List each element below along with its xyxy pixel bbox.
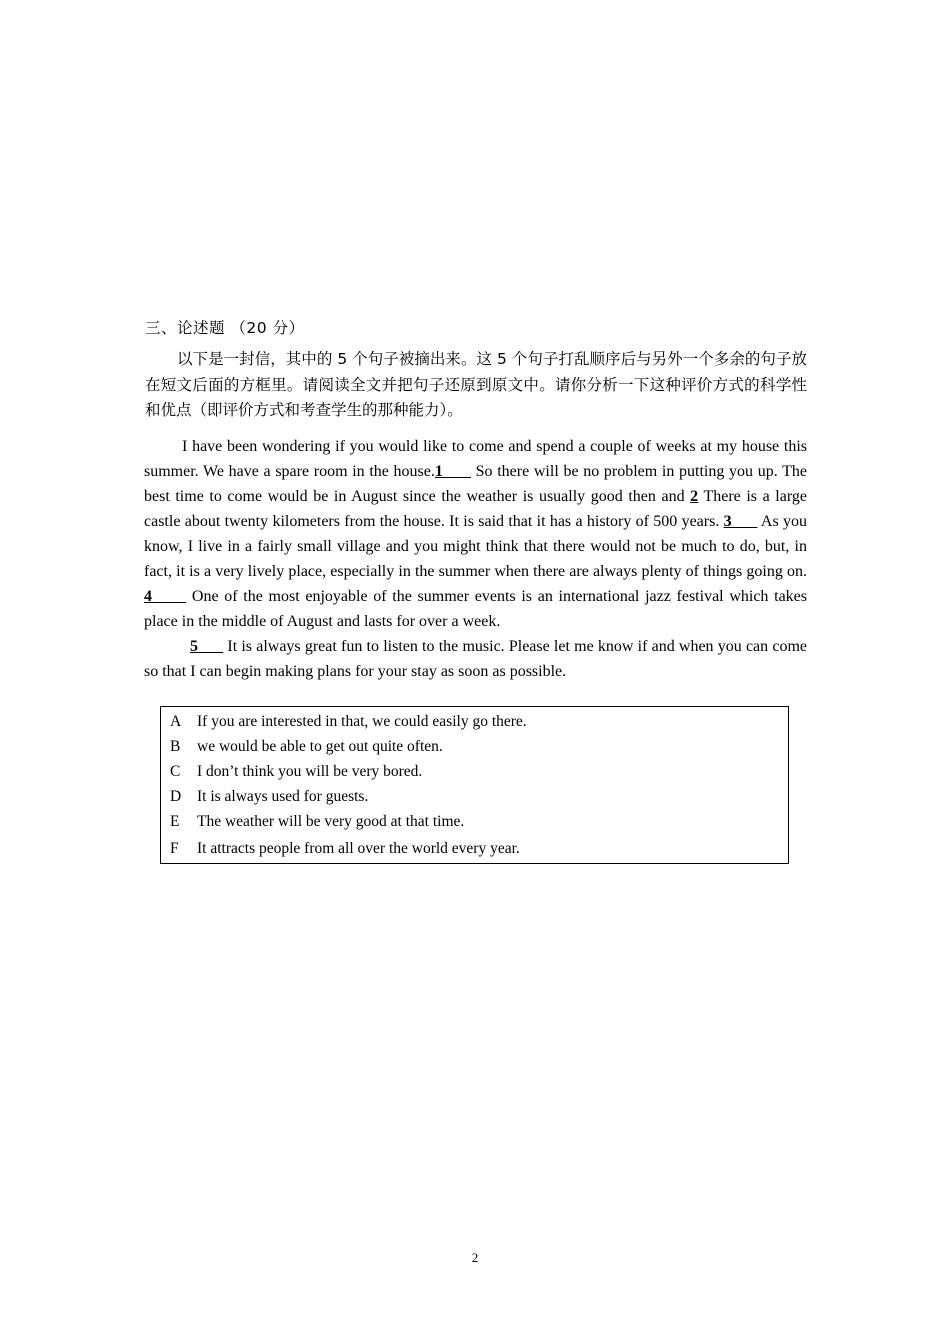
letter-text: So there will be no problem in putting you up. The best time to come would be in August since the weather is usually good then and — [144, 463, 807, 505]
letter-text: One of the most enjoyable of the summer events is an international jazz festival which takes place in the middle of August and lasts for over a week. — [144, 588, 808, 630]
letter-paragraph-2 — [144, 634, 807, 684]
letter-text: It is always great fun to listen to the music. Please let me know if and when you can come so that I can begin making plans for your stay as soon as possible. — [144, 638, 807, 680]
option-b — [170, 736, 788, 761]
option-letter: E — [170, 813, 180, 830]
letter-text: There is a large castle about twenty kilometers from the house. It is said that it has a history of 500 years. — [144, 488, 807, 530]
option-text: It is always used for guests. — [197, 788, 369, 805]
option-letter: A — [170, 713, 182, 730]
blank-1: 1 — [434, 463, 471, 480]
option-text: If you are interested in that, we could easily go there. — [197, 713, 527, 730]
option-e — [170, 811, 788, 836]
option-letter: C — [170, 763, 181, 780]
option-d — [170, 786, 788, 811]
option-text: I don’t think you will be very bored. — [197, 763, 423, 780]
option-text: we would be able to get out quite often. — [197, 738, 443, 755]
section-heading: 三、论述题 （20 分） — [145, 319, 305, 337]
letter-text: As you know, I live in a fairly small village and you might think that there would not be much to do, but, in fact, it is a very lively place, especially in the summer when there are always plenty of things going on. — [144, 513, 808, 580]
option-a — [170, 711, 788, 736]
blank-5: 5 — [190, 638, 224, 655]
letter-body — [144, 434, 807, 684]
page-number: 2 — [471, 1250, 479, 1265]
option-text: The weather will be very good at that time. — [197, 813, 465, 830]
blank-4: 4 — [144, 588, 187, 605]
blank-2: 2 — [690, 488, 699, 505]
option-c — [170, 761, 788, 786]
options-box — [160, 706, 789, 864]
letter-text: I have been wondering if you would like to come and spend a couple of weeks at my house this summer. We have a spare room in the house. — [144, 438, 807, 480]
option-letter: D — [170, 788, 182, 805]
option-letter: F — [170, 840, 179, 857]
letter-paragraph-1 — [144, 434, 807, 634]
option-text: It attracts people from all over the world every year. — [197, 840, 520, 857]
blank-3: 3 — [723, 513, 758, 530]
option-letter: B — [170, 738, 181, 755]
question-instructions: 以下是一封信，其中的 5 个句子被摘出来。这 5 个句子打乱顺序后与另外一个多余的句子放在短文后面的方框里。请阅读全文并把句子还原到原文中。请你分析一下这种评价方式的科学性和优点（即评价方式和考查学生的那种能力）。 — [145, 350, 807, 419]
option-f — [170, 838, 788, 863]
